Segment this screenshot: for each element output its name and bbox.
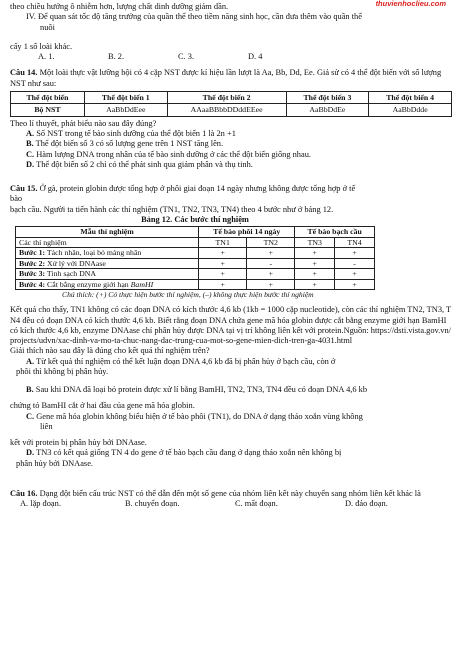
question-15-body: Kết quả cho thấy, TN1 không có các đoạn DNA có kích thước 4,6 kb (1kb = 1000 cặp nucleotide), còn các thí nghiệm TN2, TN3, TN4 đều có đoạn DNA có kích thước 4,6 kb. Biết rằng đoạn DNA chứa gene mã hóa globin được cắt bằng enzyme giới hạn BamHI có kích thước 4,6 kb, enzyme DNAase chỉ phân hủy được DNA tại vị trí không liên kết với protein.Nguồn: https://dsti.vista.gov.vn/projects/udvn/xac-dinh-va-mo-ta-chuc-nang-dac-trung-cua-mot-so-gene-mien-dich-tren-ga-4031.html: [10, 305, 452, 345]
table-header-row: [16, 227, 375, 238]
option-c[interactable]: C. 3.: [178, 52, 195, 61]
step-text: Tách nhân, loại bỏ màng nhân: [45, 248, 142, 257]
table-cell: -: [335, 258, 375, 269]
header-cell: Mẫu thí nghiệm: [16, 227, 199, 238]
enzyme-name: BamHI: [130, 279, 154, 289]
option-d[interactable]: [10, 160, 452, 170]
question-15-text-cont: bạch cầu. Người ta tiến hành các thí nghiệm (TN1, TN2, TN3, TN4) theo 4 bước như ở bảng 12.: [10, 204, 334, 214]
question-15: [10, 184, 452, 194]
table-cell: +: [295, 269, 335, 280]
mutant-table: [10, 91, 452, 117]
question-14: [10, 68, 452, 89]
table-cell: +: [199, 258, 247, 269]
header-cell: Thể đột biến 4: [369, 91, 452, 104]
header-cell: Thể đột biến 1: [84, 91, 167, 104]
header-cell: Thể đột biến 2: [167, 91, 286, 104]
option-a[interactable]: [10, 129, 452, 139]
header-cell: Thể đột biến 3: [286, 91, 369, 104]
option-b[interactable]: [10, 385, 452, 395]
table-cell: [16, 279, 199, 290]
option-text: TN3 có kết quả giống TN 4 do gene ở tế bào bạch cầu đang ở dạng tháo xoắn nên không bị: [34, 448, 342, 458]
table-cell: +: [199, 248, 247, 259]
header-cell: Thể đột biến: [11, 91, 85, 104]
table-cell: +: [247, 279, 295, 290]
intro-line: theo chiều hướng ô nhiễm hơn, lượng chất dinh dưỡng giảm dần.: [10, 2, 229, 11]
table-cell: TN4: [335, 237, 375, 248]
question-14-prompt: Theo lí thuyết, phát biểu nào sau đây đúng?: [10, 118, 157, 128]
statement-iv-end: cấy 1 số loài khác.: [10, 41, 73, 51]
question-15-prompt: Giải thích nào sau đây là đúng cho kết quả thí nghiệm trên?: [10, 346, 210, 356]
step-key: Bước 1:: [19, 248, 46, 257]
table-row: [16, 279, 375, 290]
option-key: D.: [26, 159, 35, 169]
step-text: Xử lý với DNAase: [45, 258, 106, 268]
option-key: B.: [26, 139, 34, 149]
table-cell: TN3: [295, 237, 335, 248]
table-cell: +: [295, 279, 335, 290]
option-a[interactable]: A. lặp đoạn.: [20, 499, 61, 508]
question-16-number: Câu 16.: [10, 488, 38, 498]
option-d[interactable]: D. đảo đoạn.: [345, 499, 388, 508]
table-note: Chú thích: (+) Có thực hiện bước thí nghiệm, (–) không thực hiện bước thí nghiệm: [62, 290, 314, 299]
table-cell: TN1: [199, 237, 247, 248]
document-page: [10, 0, 452, 509]
table-cell: +: [335, 269, 375, 280]
table-cell: +: [199, 269, 247, 280]
table-cell: AAaaBBbbDDddEEee: [167, 104, 286, 117]
table-cell: AaBbDdEe: [286, 104, 369, 117]
question-15-text-cont: bào: [10, 194, 23, 204]
option-key: C.: [26, 411, 35, 421]
option-text: Thể đột biến số 3 có số lượng gene trên 1 NST tăng lên.: [33, 139, 224, 149]
table-row: [11, 104, 452, 117]
table-cell: TN2: [247, 237, 295, 248]
header-cell: Tế bào bạch cầu: [295, 227, 375, 238]
option-c[interactable]: C. mất đoạn.: [235, 499, 278, 508]
step-text: Tinh sạch DNA: [45, 269, 97, 278]
table-cell: +: [199, 279, 247, 290]
table-cell: Các thí nghiệm: [16, 237, 199, 248]
intro-options: [38, 52, 452, 62]
option-c[interactable]: [10, 412, 452, 422]
experiment-table: [15, 226, 375, 290]
question-15-text: Ở gà, protein globin được tổng hợp ở phôi giai đoạn 14 ngày nhưng không được tổng hợp ở tế: [37, 184, 356, 193]
table-cell: +: [295, 248, 335, 259]
option-c[interactable]: [10, 150, 452, 160]
header-cell: Tế bào phôi 14 ngày: [199, 227, 295, 238]
option-c-cont: liên: [40, 421, 53, 431]
question-14-text: Một loài thực vật lưỡng bội có 4 cặp NST được kí hiệu lần lượt là Aa, Bb, Dd, Ee. Giả sử có 4 thể đột biến với số lượng NST như sau:: [10, 68, 442, 88]
table-cell: [16, 269, 199, 280]
table-cell: -: [247, 258, 295, 269]
question-16-options: [20, 499, 452, 509]
table-row: [16, 248, 375, 259]
table-row: [16, 237, 375, 248]
mutant-table-header: [11, 91, 452, 104]
option-d[interactable]: [10, 448, 452, 458]
step-key: Bước 4:: [19, 279, 46, 289]
table-cell: +: [335, 248, 375, 259]
table-12-title: Bảng 12. Các bước thí nghiệm: [141, 214, 249, 224]
watermark: thuvienhoclieu.com: [375, 0, 446, 8]
option-d[interactable]: D. 4: [248, 52, 263, 61]
step-key: Bước 3:: [19, 269, 46, 278]
option-text: Từ kết quả thí nghiệm có thể kết luận đoạn DNA 4,6 kb đã bị phân hủy ở bạch cầu, còn ở: [34, 356, 336, 366]
step-text: Cắt bằng enzyme giới hạn: [45, 279, 131, 289]
option-key: A.: [26, 129, 35, 138]
option-text: Số NST trong tế bào sinh dưỡng của thể đột biến 1 là 2n +1: [34, 129, 236, 138]
option-text: Sau khi DNA đã loại bỏ protein được xử lí bằng BamHI, TN2, TN3, TN4 đều có đoạn DNA 4,6 kb: [33, 385, 368, 394]
table-cell: Bộ NST: [11, 104, 85, 117]
table-cell: [16, 258, 199, 269]
table-row: [16, 258, 375, 269]
option-key: C.: [26, 149, 35, 159]
option-b[interactable]: B. chuyển đoạn.: [125, 499, 180, 508]
question-15-number: Câu 15.: [10, 184, 38, 193]
option-text: Gene mã hóa globin không biểu hiện ở tế bào phôi (TN1), do DNA ở dạng tháo xoắn vùng không: [34, 411, 363, 421]
option-key: A.: [26, 356, 35, 366]
question-14-number: Câu 14.: [10, 68, 38, 78]
table-cell: AaBbDdEee: [84, 104, 167, 117]
table-cell: +: [335, 279, 375, 290]
table-cell: +: [295, 258, 335, 269]
question-16-text: Dạng đột biến cấu trúc NST có thể dẫn đến một số gene của nhóm liên kết này chuyển sang nhóm liên kết khác là: [37, 488, 421, 498]
statement-iv-cont: nuôi: [40, 22, 55, 32]
option-d-cont: phân hủy bởi DNAase.: [16, 458, 93, 468]
table-cell: +: [247, 269, 295, 280]
table-cell: [16, 248, 199, 259]
option-a-cont: phôi thì không bị phân hủy.: [16, 366, 109, 376]
option-a[interactable]: [10, 357, 452, 367]
option-text: Hàm lượng DNA trong nhân của tế bào sinh dưỡng ở các thể đột biến giống nhau.: [34, 149, 311, 159]
statement-iv: IV. Để quan sát tốc độ tăng trưởng của quần thể theo tiềm năng sinh học, cần đưa thêm vào quần thể: [26, 12, 362, 22]
option-key: B.: [26, 385, 34, 394]
option-b-cont: chứng tỏ BamHI cắt ở hai đầu của gene mã hóa globin.: [10, 401, 195, 411]
option-key: D.: [26, 448, 35, 458]
table-cell: +: [247, 248, 295, 259]
table-cell: AaBbDdde: [369, 104, 452, 117]
option-c-cont: kết với protein bị phân hủy bởi DNAase.: [10, 438, 147, 447]
option-b[interactable]: [10, 139, 452, 149]
option-a[interactable]: A. 1.: [38, 52, 55, 61]
option-b[interactable]: B. 2.: [108, 52, 125, 61]
table-row: [16, 269, 375, 280]
question-16: [10, 489, 452, 499]
option-text: Thể đột biến số 2 chỉ có thể phát sinh qua giảm phân và thụ tinh.: [34, 159, 253, 169]
step-key: Bước 2:: [19, 258, 46, 268]
